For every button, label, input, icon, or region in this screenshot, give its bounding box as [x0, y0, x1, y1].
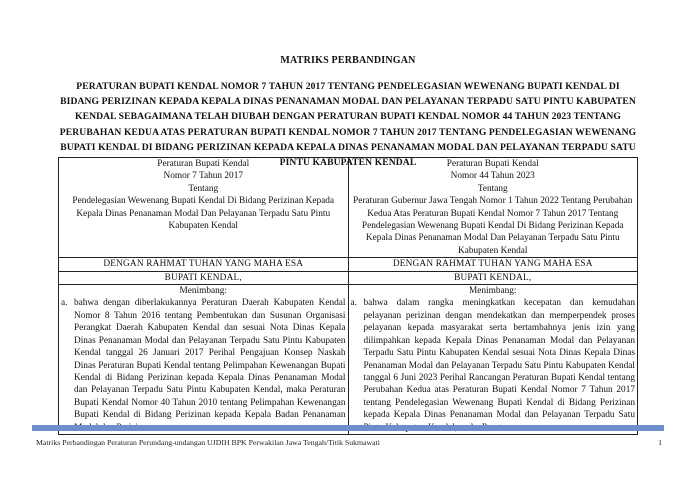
- page-number: 1: [658, 438, 662, 447]
- left-item-a-label: a.: [61, 298, 68, 309]
- left-item-a: [61, 297, 346, 433]
- right-regulation-number: Nomor 44 Tahun 2023: [450, 171, 535, 182]
- document-subtitle: PERATURAN BUPATI KENDAL NOMOR 7 TAHUN 2017 TENTANG PENDELEGASIAN WEWENANG BUPATI KENDAL DI BIDANG PERIZINAN KEPADA KEPALA DINAS PENANAMAN MODAL DAN PELAYANAN TERPADU SATU PINTU KABUPATEN KENDAL SEBAGAIMANA TELAH DIUBAH DENGAN PERATURAN BUPATI KENDAL NOMOR 44 TAHUN 2023 TENTANG PERUBAHAN KEDUA ATAS PERATURAN BUPATI KENDAL NOMOR 7 TAHUN 2017 TENTANG PENDELEGASIAN WEWENANG BUPATI KENDAL DI BIDANG PERIZINAN KEPADA KEPALA DINAS PENANAMAN MODAL DAN PELAYANAN TERPADU SATU PINTU KABUPATEN KENDAL: [59, 81, 637, 169]
- page-footer: [36, 438, 666, 447]
- right-tentang-label: Tentang: [477, 183, 508, 194]
- document-title: MATRIKS PERBANDINGAN: [280, 55, 416, 66]
- table-row-header: [59, 158, 638, 258]
- right-item-a-label: a.: [350, 298, 357, 309]
- right-bupati: BUPATI KENDAL,: [348, 271, 638, 284]
- left-regulation-subject: Pendelegasian Wewenang Bupati Kendal Di Bidang Perizinan Kepada Kepala Dinas Penanaman Modal Dan Pelayanan Terpadu Satu Pintu Kabupaten Kendal: [72, 196, 335, 232]
- right-regulation-subject: Peraturan Gubernur Jawa Tengah Nomor 1 Tahun 2022 Tentang Perubahan Kedua Atas Peraturan Bupati Kendal Nomor 7 Tahun 2017 Tentang Pendelegasian Wewenang Bupati Kendal Di Bidang Perizinan Kepada Kepala Dinas Penanaman Modal Dan Pelayanan Terpadu Satu Pintu Kabupaten Kendal: [353, 196, 633, 256]
- footer-rule: [32, 425, 664, 431]
- left-regulation-name: Peraturan Bupati Kendal: [157, 159, 250, 169]
- left-bupati: BUPATI KENDAL,: [59, 271, 349, 284]
- table-row-bupati: [59, 271, 638, 284]
- table-row-menimbang: [59, 285, 638, 435]
- table-row-rahmat: [59, 258, 638, 271]
- left-menimbang-cell: [59, 285, 349, 435]
- right-rahmat: DENGAN RAHMAT TUHAN YANG MAHA ESA: [348, 258, 638, 271]
- left-item-a-text: bahwa dengan diberlakukannya Peraturan Daerah Kabupaten Kendal Nomor 8 Tahun 2016 tentang Pembentukan dan Susunan Organisasi Perangkat Daerah Kabupaten Kendal dan sesuai Nota Dinas Kepala Dinas Penanaman Modal dan Pelayanan Terpadu Satu Pintu Kabupaten Kendal tanggal 26 Januari 2017 Perihal Pengajuan Konsep Naskah Dinas Peraturan Bupati Kendal tentang Pelimpahan Kewenangan Bupati Kendal di Bidang Perizinan kepada Kepala Dinas Penanaman Modal dan Pelayanan Terpadu Satu Pintu Kabupaten Kendal, maka Peraturan Bupati Kendal Nomor 40 Tahun 2010 tentang Pelimpahan Kewenangan Bupati Kendal di Bidang Perizinan kepada Kepala Badan Penanaman: [74, 298, 346, 421]
- right-menimbang-cell: [348, 285, 638, 435]
- right-menimbang-label: Menimbang:: [468, 286, 517, 297]
- left-regulation-number: Nomor 7 Tahun 2017: [163, 171, 243, 182]
- comparison-table: [58, 157, 638, 435]
- left-menimbang-label: Menimbang:: [179, 286, 227, 297]
- right-header-cell: [348, 158, 638, 258]
- left-rahmat: DENGAN RAHMAT TUHAN YANG MAHA ESA: [59, 258, 349, 271]
- right-item-a: [351, 297, 636, 433]
- footer-text: Matriks Perbandingan Peraturan Perundang-undangan UJDIH BPK Perwakilan Jawa Tengah/Titik Sukmawati: [36, 438, 380, 447]
- left-tentang-label: Tentang: [188, 183, 219, 194]
- right-regulation-name: Peraturan Bupati Kendal: [446, 159, 539, 169]
- right-item-a-text: bahwa dalam rangka meningkatkan kecepatan dan kemudahan pelayanan perizinan dengan mendekatkan dan memperpendek proses pelayanan kepada masyarakat serta bertambahnya jenis izin yang dilimpahkan kepada Kepala Dinas Penanaman Modal dan Pelayanan Terpadu Satu Pintu Kabupaten Kendal sesuai Nota Dinas Kepala Dinas Penanaman Modal dan Pelayanan Terpadu Satu Pintu Kabupaten Kendal tanggal 6 Juni 2023 Perihal Rancangan Peraturan Bupati Kendal tentang Perubahan Kedua atas Peraturan Bupati Kendal Nomor 7 Tahun 2017 tentang Pendelegasian Wewenang Bupati Kendal di Bidang Perizinan kepada Kepala Dinas Penanaman Modal dan Pelayanan Terpadu Satu: [363, 298, 635, 421]
- left-header-cell: [59, 158, 349, 258]
